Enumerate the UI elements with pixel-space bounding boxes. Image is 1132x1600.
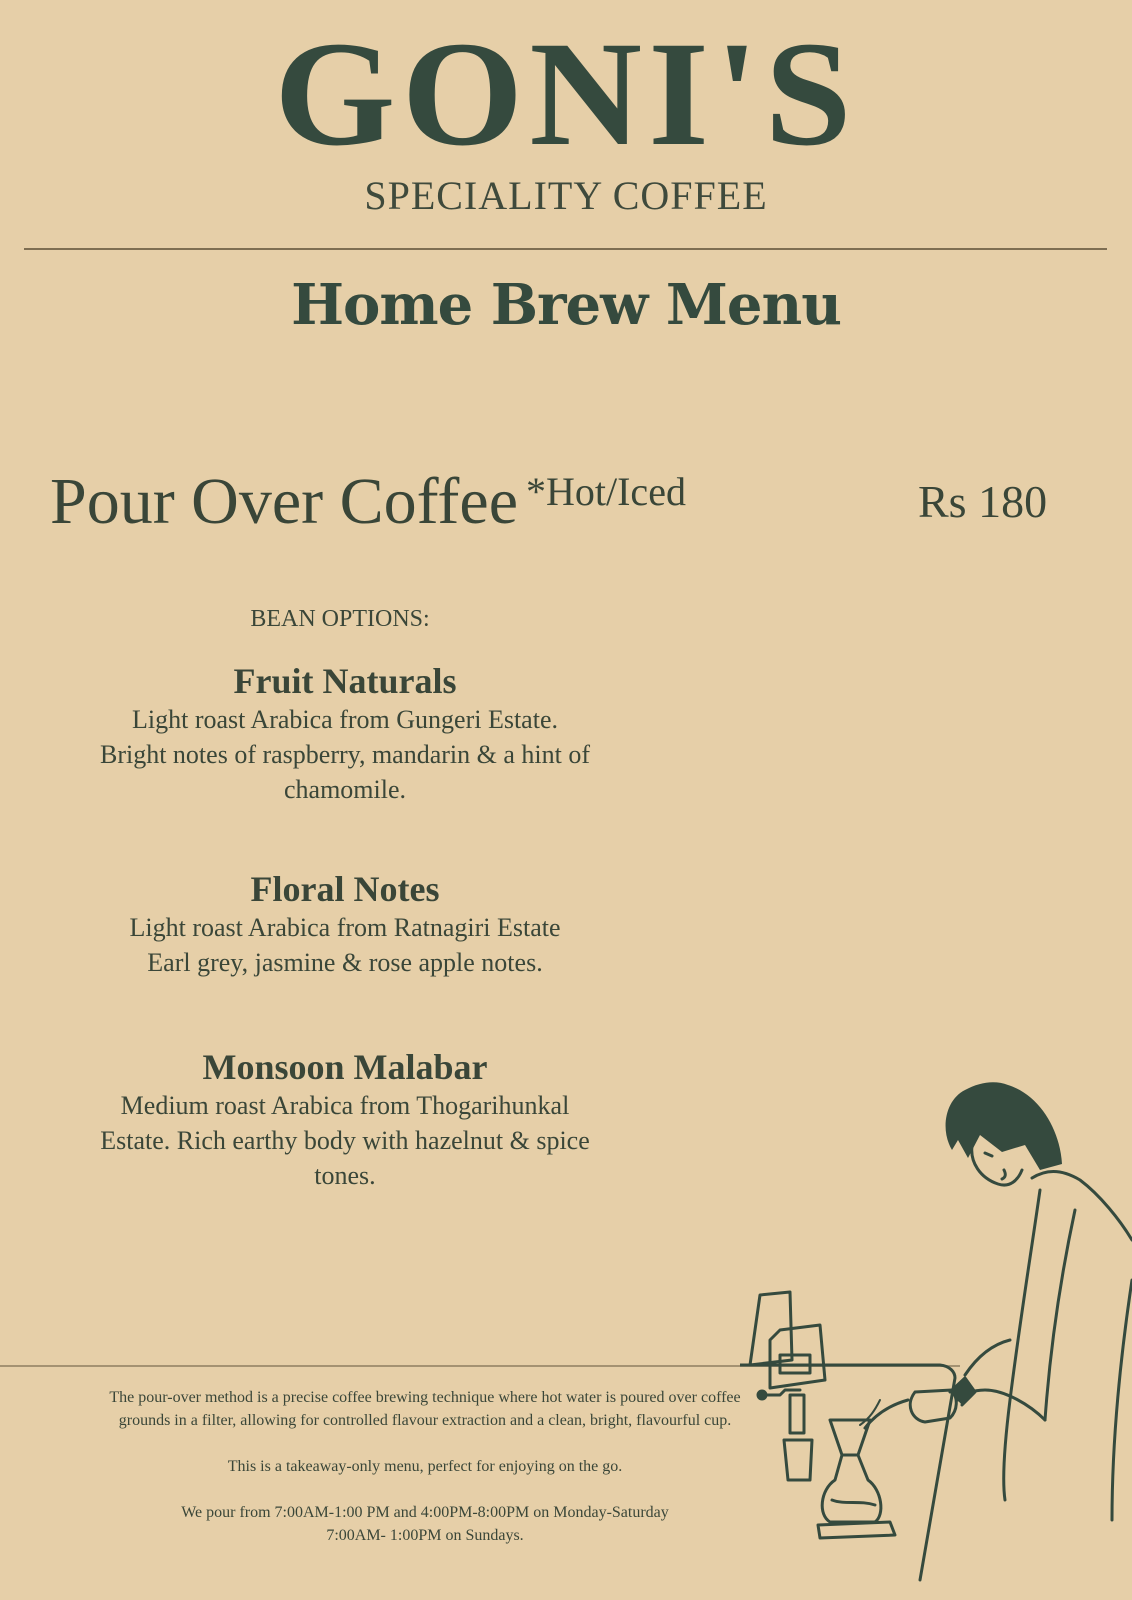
menu-item-name: Pour Over Coffee (50, 465, 518, 538)
brand-tagline: SPECIALITY COFFEE (364, 173, 768, 218)
bean-desc-line: Light roast Arabica from Ratnagiri Estate (129, 913, 561, 942)
bean-desc-line: Estate. Rich earthy body with hazelnut & spice (100, 1126, 590, 1155)
method-note (40, 1386, 810, 1432)
menu-title: Home Brew Menu (291, 272, 841, 338)
opening-hours (40, 1501, 810, 1547)
menu-item (50, 452, 686, 542)
method-line: grounds in a filter, allowing for controlled flavour extraction and a clean, bright, flavourful cup. (118, 1412, 732, 1429)
menu-item-variant: *Hot/Iced (526, 469, 686, 514)
bean-name: Fruit Naturals (233, 661, 457, 701)
bean-desc-line: Light roast Arabica from Gungeri Estate. (132, 705, 558, 734)
barista-pour-over-illustration (740, 1060, 1132, 1600)
menu-item-price: Rs 180 (918, 476, 1048, 527)
hours-line: 7:00AM- 1:00PM on Sundays. (326, 1527, 524, 1544)
brand-logo: GONI'S (274, 11, 858, 177)
bean-option (60, 868, 630, 980)
takeaway-note: This is a takeaway-only menu, perfect for enjoying on the go. (227, 1458, 623, 1475)
bean-description (60, 1088, 630, 1193)
bean-description (60, 702, 630, 807)
bean-option (60, 1046, 630, 1193)
bean-desc-line: chamomile. (283, 775, 406, 804)
bean-desc-line: Bright notes of raspberry, mandarin & a hint of (99, 740, 591, 769)
bean-description (60, 910, 630, 980)
bean-option (60, 660, 630, 807)
bean-desc-line: Earl grey, jasmine & rose apple notes. (147, 948, 543, 977)
bean-desc-line: Medium roast Arabica from Thogarihunkal (120, 1091, 570, 1120)
bean-name: Monsoon Malabar (202, 1047, 488, 1087)
method-line: The pour-over method is a precise coffee brewing technique where hot water is poured over coffee (109, 1389, 741, 1406)
bean-name: Floral Notes (250, 869, 440, 909)
bean-desc-line: tones. (314, 1161, 376, 1190)
header-divider (24, 248, 1107, 250)
hours-line: We pour from 7:00AM-1:00 PM and 4:00PM-8:00PM on Monday-Saturday (181, 1504, 669, 1521)
bean-options-label: BEAN OPTIONS: (250, 606, 430, 632)
